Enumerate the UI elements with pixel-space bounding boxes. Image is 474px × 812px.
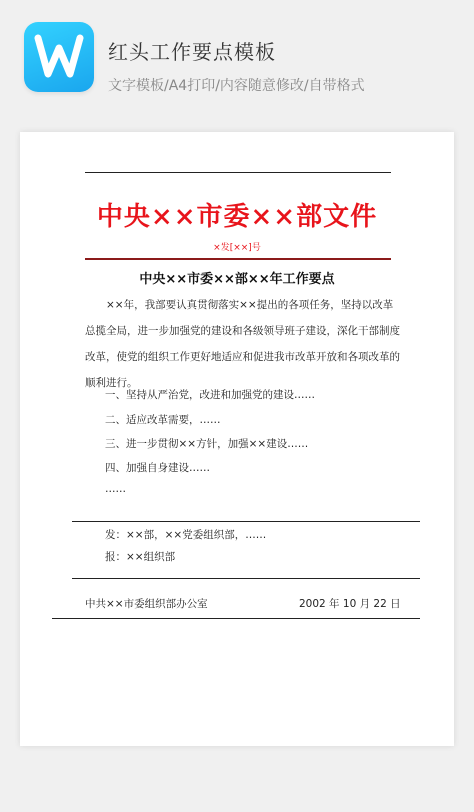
report-to-line: 报：××组织部 [105,551,176,563]
app-subtitle: 文字模板/A4打印/内容随意修改/自带格式 [108,78,365,94]
list-item: …… [105,483,126,495]
top-rule [85,172,391,173]
document-title: 中央××市委××部文件 [96,202,378,232]
issue-date: 2002 年 10 月 22 日 [299,598,401,610]
send-to-line: 发：××部，××党委组织部，…… [105,529,267,541]
distribution-top-rule [72,521,420,522]
app-title: 红头工作要点模板 [108,40,276,64]
list-item: 四、加强自身建设…… [105,462,210,474]
distribution-bottom-rule [72,578,420,579]
w-letter-icon [24,22,94,92]
list-item: 三、进一步贯彻××方针，加强××建设…… [105,438,309,450]
document-page [20,132,454,746]
app-header [0,0,474,112]
issuer: 中共××市委组织部办公室 [85,598,208,610]
document-heading: 中央××市委××部××年工作要点 [139,272,335,287]
red-header-rule [85,258,391,260]
bottom-rule [52,618,420,619]
list-item: 二、适应改革需要，…… [105,414,221,426]
intro-paragraph: ××年，我部要认真贯彻落实××提出的各项任务，坚持以改革总揽全局，进一步加强党的建设和各级领导班子建设，深化干部制度改革，使党的组织工作更好地适应和促进我市改革开放和各项改革的顺利进行。 [85,299,400,389]
list-item: 一、坚持从严治党，改进和加强党的建设…… [105,389,315,401]
document-number: ×发[××]号 [213,243,261,253]
